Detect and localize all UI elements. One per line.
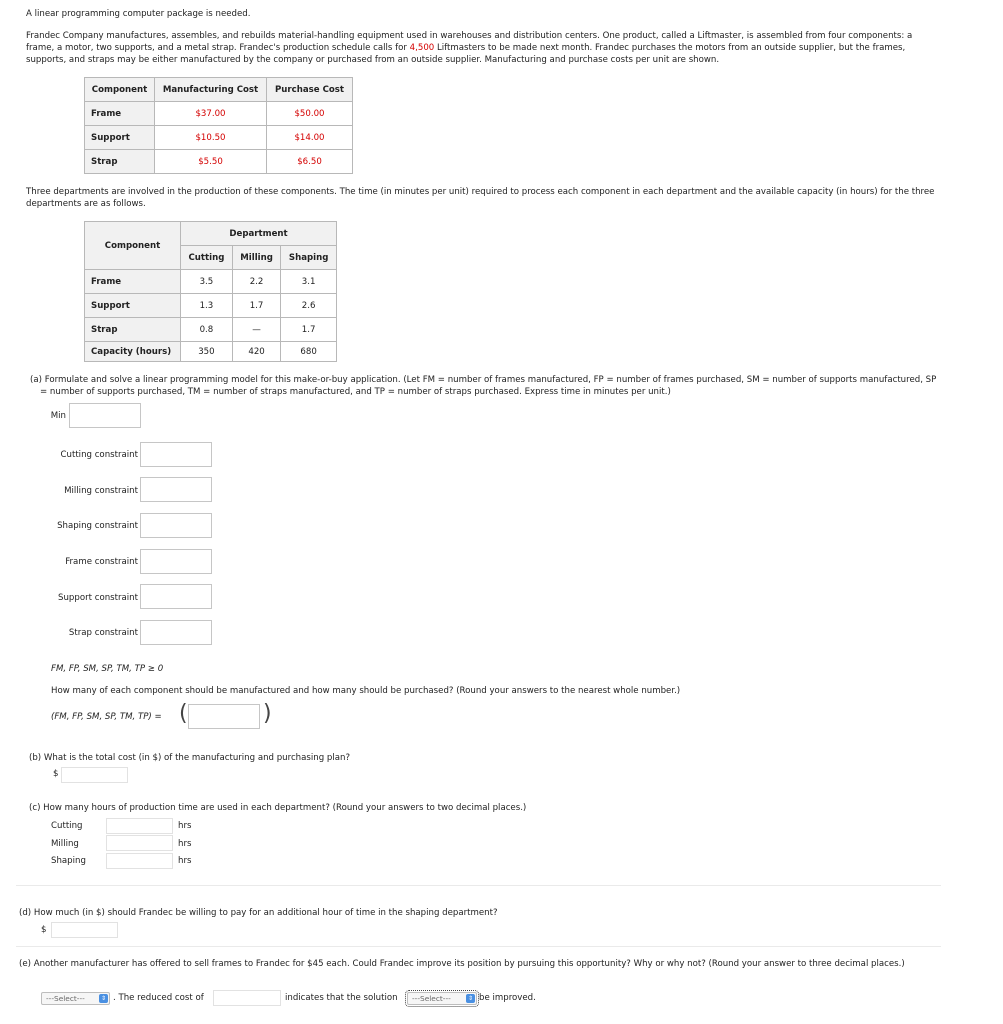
support-constraint-label: Support constraint — [58, 593, 138, 603]
table-row — [85, 150, 353, 174]
part-c-prompt: (c) How many hours of production time are used in each department? (Round your answers to two decimal places.) — [29, 803, 527, 813]
part-e-prompt: (e) Another manufacturer has offered to sell frames to Frandec for $45 each. Could Frandec improve its position by pursuing this opportunity? Why or why not? (Round your answer to three decimal places.) — [19, 959, 905, 969]
dept-col-shaping: Shaping — [281, 246, 337, 270]
intro-line: A linear programming computer package is needed. — [26, 9, 251, 19]
time-cell: 3.1 — [281, 270, 337, 294]
shaping-hour-value-input[interactable] — [51, 922, 118, 938]
support-constraint-input[interactable] — [140, 584, 212, 609]
solution-question: How many of each component should be manufactured and how many should be purchased? (Round your answers to the nearest whole number.) — [51, 686, 681, 696]
time-cell: 2.6 — [281, 294, 337, 318]
solution-tuple-input[interactable] — [188, 704, 260, 729]
part-a-prompt: (a) Formulate and solve a linear programming model for this make-or-buy application. (Let FM = number of frames manufactured, FP = number of frames purchased, SM = number of supports manufactured, SP = number of supports purchased, TM = number of straps manufactured, and TP = number of straps purchased. Express time in minutes per unit.) — [30, 375, 937, 397]
capacity-cell: 350 — [181, 342, 233, 362]
dropdown-arrow-icon: ⇕ — [100, 995, 107, 1002]
cost-table — [84, 77, 353, 174]
strap-constraint-label: Strap constraint — [68, 628, 138, 638]
shaping-hours-label: Shaping — [51, 856, 86, 866]
table-row — [85, 102, 353, 126]
problem-description: Frandec Company manufactures, assembles, and rebuilds material-handling equipment used in warehouses and distribution centers. One product, called a Liftmaster, is assembled from four components: a frame, a motor, two supports, and a metal strap. Frandec's production schedule calls for 4,500 Liftmasters to be made next month. Frandec purchases the motors from an outside supplier, but the frames, supports, and straps may be either manufactured by the company or purchased from an outside supplier. Manufacturing and purchase costs per unit are shown. — [26, 31, 913, 65]
time-cell: 1.3 — [181, 294, 233, 318]
capacity-cell: 420 — [232, 342, 280, 362]
milling-hours-unit: hrs — [178, 839, 192, 849]
milling-hours-label: Milling — [51, 839, 79, 849]
dept-col-cutting: Cutting — [181, 246, 233, 270]
reduced-cost-text: . The reduced cost of — [113, 993, 204, 1003]
part-d-prompt: (d) How much (in $) should Frandec be willing to pay for an additional hour of time in the shaping department? — [19, 908, 498, 918]
solution-tuple-label: (FM, FP, SM, SP, TM, TP) = — [51, 712, 162, 722]
frame-constraint-label: Frame constraint — [65, 557, 138, 567]
cutting-hours-input[interactable] — [106, 818, 173, 834]
department-table — [84, 221, 337, 362]
dept-header-department: Department — [181, 222, 337, 246]
milling-constraint-input[interactable] — [140, 477, 212, 502]
milling-constraint-label: Milling constraint — [64, 486, 138, 496]
nonnegativity-constraint: FM, FP, SM, SP, TM, TP ≥ 0 — [51, 664, 164, 674]
component-name: Frame — [85, 102, 155, 126]
time-cell: 1.7 — [232, 294, 280, 318]
capacity-cell: 680 — [281, 342, 337, 362]
cutting-constraint-input[interactable] — [140, 442, 212, 467]
dept-col-milling: Milling — [232, 246, 280, 270]
cost-header-component: Component — [85, 78, 155, 102]
component-name: Support — [85, 294, 181, 318]
department-description: Three departments are involved in the production of these components. The time (in minutes per unit) required to process each component in each department and the available capacity (in hours) for the three departments are as follows. — [26, 187, 935, 209]
cutting-hours-label: Cutting — [51, 821, 83, 831]
table-row — [85, 342, 337, 362]
manufacturing-cost: $37.00 — [155, 102, 267, 126]
improved-text: be improved. — [479, 993, 536, 1003]
time-cell: — — [232, 318, 280, 342]
purchase-cost: $6.50 — [267, 150, 353, 174]
component-name: Strap — [85, 150, 155, 174]
time-cell: 2.2 — [232, 270, 280, 294]
indicates-text: indicates that the solution — [285, 993, 398, 1003]
liftmaster-quantity: 4,500 — [409, 43, 435, 53]
strap-constraint-input[interactable] — [140, 620, 212, 645]
table-row — [85, 294, 337, 318]
cost-header-manufacturing: Manufacturing Cost — [155, 78, 267, 102]
shaping-hours-input[interactable] — [106, 853, 173, 869]
solution-select[interactable]: ---Select--- ⇕ — [407, 992, 477, 1005]
dropdown-arrow-icon: ⇕ — [467, 995, 474, 1002]
frame-constraint-input[interactable] — [140, 549, 212, 574]
time-cell: 3.5 — [181, 270, 233, 294]
component-name: Support — [85, 126, 155, 150]
purchase-cost: $50.00 — [267, 102, 353, 126]
part-b-prompt: (b) What is the total cost (in $) of the manufacturing and purchasing plan? — [29, 753, 351, 763]
manufacturing-cost: $5.50 — [155, 150, 267, 174]
capacity-label: Capacity (hours) — [85, 342, 181, 362]
milling-hours-input[interactable] — [106, 835, 173, 851]
shaping-hours-unit: hrs — [178, 856, 192, 866]
total-cost-input[interactable] — [61, 767, 128, 783]
improve-select[interactable]: ---Select--- ⇕ — [41, 992, 110, 1005]
shaping-constraint-label: Shaping constraint — [57, 521, 138, 531]
component-name: Frame — [85, 270, 181, 294]
table-row — [85, 270, 337, 294]
min-label: Min — [50, 411, 66, 421]
table-row — [85, 126, 353, 150]
table-row — [85, 318, 337, 342]
objective-input[interactable] — [69, 403, 141, 428]
dollar-sign: $ — [53, 769, 59, 779]
cost-header-purchase: Purchase Cost — [267, 78, 353, 102]
section-divider — [16, 885, 941, 886]
manufacturing-cost: $10.50 — [155, 126, 267, 150]
open-paren: ( — [179, 701, 188, 726]
cutting-hours-unit: hrs — [178, 821, 192, 831]
purchase-cost: $14.00 — [267, 126, 353, 150]
time-cell: 0.8 — [181, 318, 233, 342]
section-divider — [16, 946, 941, 947]
close-paren: ) — [263, 701, 272, 726]
cutting-constraint-label: Cutting constraint — [60, 450, 138, 460]
component-name: Strap — [85, 318, 181, 342]
shaping-constraint-input[interactable] — [140, 513, 212, 538]
reduced-cost-input[interactable] — [213, 990, 281, 1006]
dollar-sign: $ — [41, 925, 47, 935]
time-cell: 1.7 — [281, 318, 337, 342]
dept-header-component: Component — [85, 222, 181, 270]
